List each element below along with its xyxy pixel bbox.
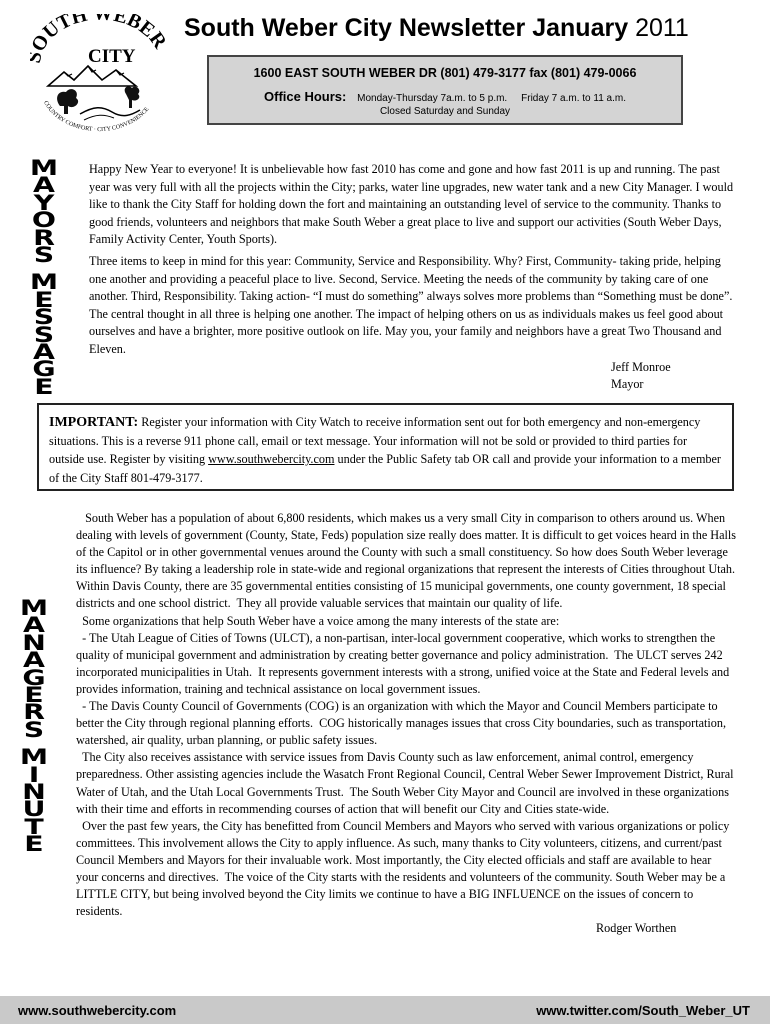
footer-bar — [0, 996, 770, 1024]
mayor-signature-title: Mayor — [611, 377, 644, 392]
managers-paragraph: Some organizations that help South Weber have a voice among the many interests of the state are: — [76, 613, 560, 628]
managers-paragraph: South Weber has a population of about 6,800 residents, which makes us a very small City in comparison to others around us. When dealing with levels of government (County, State, Feds) population size really does matter. It is difficult to get voices heard in the Halls of the Capitol or in other governmental venues around the County with such a small constituency. So how does South Weber leverage its influence? By taking a leadership role in state-wide and regional organizations that represent the interests of Cities throughout Utah. Within Davis County, there are 35 governmental entities consisting of 15 municipal governments, one county government, 18 special districts and one school district. They all provide valuable services that maintain our quality of life. — [76, 511, 740, 611]
office-hours-weekday: Monday-Thursday 7a.m. to 5 p.m. — [357, 93, 508, 104]
office-hours-weekend: Closed Saturday and Sunday — [379, 106, 511, 117]
important-lead: IMPORTANT: — [49, 415, 139, 430]
manager-signature-name: Rodger Worthen — [596, 921, 677, 936]
important-text-after: under the Public Safety tab OR call and provide your information to a member of the City Staff 801-479-3177. — [49, 452, 721, 485]
mayors-paragraph: Happy New Year to everyone! It is unbelievable how fast 2010 has come and gone and how fast 2011 is up and running. The past year was very full with all the projects within the City; parks, water line upgrades, new water tank and a new City Manager. I would like to thank the City Staff for holding down the fort and maintaining an outstanding level of service to the community. Thanks to good friends, volunteers and neighbors that make South Weber a great place to live and support our activities (South Weber Days, Family Activity Center, Youth Sports). — [89, 162, 734, 247]
office-hours-friday: Friday 7 a.m. to 11 a.m. — [521, 93, 626, 104]
logo-ring-text: COUNTRY COMFORT · CITY CONVENIENCE — [42, 100, 151, 134]
footer-twitter-link[interactable]: www.twitter.com/South_Weber_UT — [536, 1003, 750, 1018]
mayors-message-side-text: M A Y O R S M E S S A G E — [29, 156, 59, 399]
managers-paragraph: - The Davis County Council of Governments (COG) is an organization with which the Mayor and Council Members participate to better the City through regional planning efforts. COG historically manages issues that cross City boundaries, such as transportation, watershed, air quality, urban planning, or public safety issues. — [76, 699, 730, 748]
important-notice-box — [37, 403, 734, 491]
managers-paragraph: - The Utah League of Cities of Towns (ULCT), a non-partisan, inter-local government cooperative, which works to strengthen the quality of municipal government and administration by creating better governance and policy administration. The ULCT serves 242 incorporated municipalities in Utah. It represents government interests with a strong, unified voice at the State and Federal levels and provides information, training and technical assistance on local government issues. — [76, 630, 733, 696]
managers-minute-side-label — [14, 596, 54, 857]
city-website-link[interactable]: www.southwebercity.com — [208, 452, 335, 467]
mayor-signature-name: Jeff Monroe — [611, 359, 671, 374]
important-text-before: Register your information with City Watch to receive information sent out for both emergency and non-emergency situations. This is a reverse 911 phone call, email or text message. Your information will not be sold or provided to third parties for outside use. Register by visiting — [49, 415, 701, 467]
managers-minute-side-text: M A N A G E R S M I N U T E — [19, 596, 49, 857]
newsletter-title — [184, 14, 689, 43]
mayors-paragraph: Three items to keep in mind for this year: Community, Service and Responsibility. Why? First, Community- taking pride, helping one another and providing a peaceful place to live. Second, Service. Meeting the needs of the community by taking care of one another. Third, Responsibility. Taking action- “I must do something” always solves more problems than “Something must be done”. The central thought in all three is helping one another. The impact of helping others on us as individuals makes us feel good about ourselves and have a brighter, more positive outlook on life. May you, your family and neighbors have a great Two Thousand and Eleven. — [89, 253, 733, 356]
managers-minute — [76, 510, 740, 937]
newsletter-title-text: South Weber City Newsletter January — [184, 14, 629, 42]
address-line: 1600 EAST SOUTH WEBER DR (801) 479-3177 fax (801) 479-0066 — [253, 66, 637, 80]
logo-city-text: CITY — [88, 46, 136, 67]
mayors-message-side-label — [24, 156, 64, 399]
newsletter-title-year: 2011 — [635, 14, 689, 42]
office-hours-label: Office Hours: — [264, 89, 347, 104]
mayors-message — [89, 161, 737, 394]
svg-text:COUNTRY COMFORT · CITY CONVENI — [42, 100, 150, 133]
logo-title-text: UTH EBER — [38, 14, 170, 53]
managers-paragraph: Over the past few years, the City has benefitted from Council Members and Mayors who served with various organizations or policy committees. This involvement allows the City to apply influence. As such, many thanks to City volunteers, citizens, and current/past Council Members and Mayors for their invaluable work. Most importantly, the City elected officials and staff are available to hear your concerns and directives. The voice of the City starts with the residents and volunteers of the community. South Weber may be a LITTLE CITY, but being involved beyond the City limits we continue to have a BIG INFLUENCE on the issues of concern to residents. — [76, 818, 733, 919]
office-info-box — [207, 55, 683, 125]
footer-website-link[interactable]: www.southwebercity.com — [18, 1003, 177, 1018]
city-logo — [30, 14, 170, 144]
managers-paragraph: The City also receives assistance with service issues from Davis County such as law enforcement, animal control, emergency preparedness. Other assisting agencies include the Wasatch Front Regional Council, Central Weber Sewer Improvement District, Rural Water of Utah, and the Utah Local Governments Trust. The South Weber City Mayor and Council are involved in these organizations with their time and efforts in recommending courses of action that will benefit our City and Cities state-wide. — [76, 750, 737, 816]
office-hours — [209, 90, 681, 118]
